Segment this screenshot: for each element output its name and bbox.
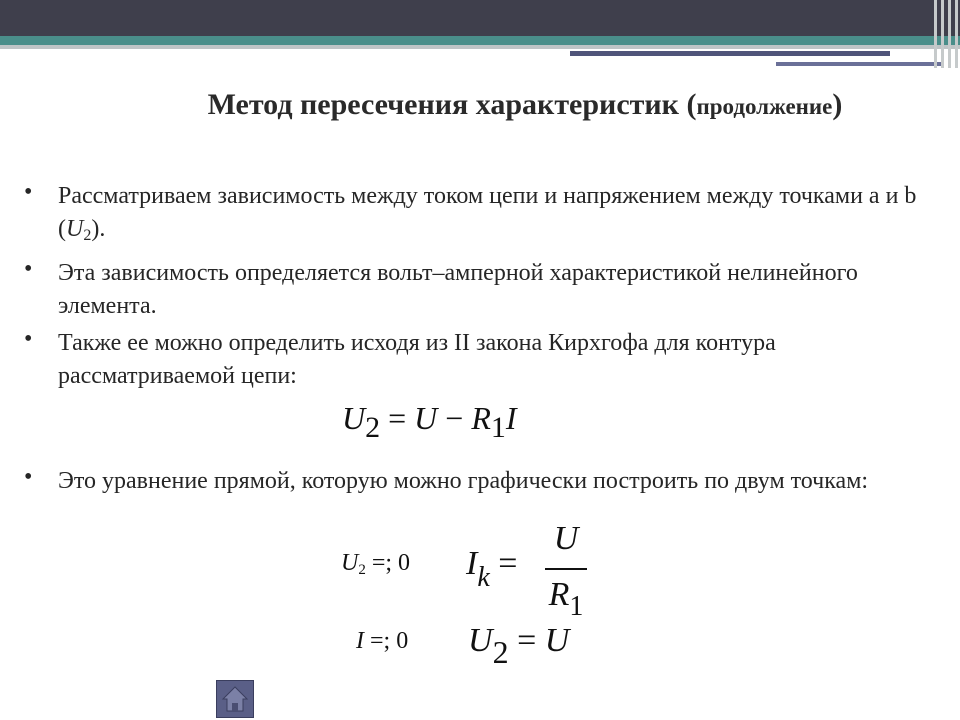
ik-fraction-denominator [545, 576, 587, 623]
bullet-2-text: Эта зависимость определяется вольт–амперной характеристикой нелинейного элемента. [58, 260, 858, 319]
u2u-rhs: U [544, 622, 570, 659]
cond-u2-sub: 2 [358, 562, 366, 578]
bullet-item-2 [58, 257, 938, 323]
ik-eq: = [489, 545, 518, 582]
kirchhoff-formula [342, 400, 517, 445]
formula-u-var: U [414, 400, 438, 436]
bullet-4-text: Это уравнение прямой, которую можно графически построить по двум точкам: [58, 468, 869, 494]
cond-u2-rest: =; 0 [365, 550, 411, 576]
ik-den-sub: 1 [569, 591, 584, 622]
ik-var: I [466, 545, 478, 582]
u2u-sub: 2 [492, 634, 509, 670]
home-button[interactable] [216, 680, 254, 718]
cond-i-rest: =; 0 [364, 628, 409, 654]
header-divider [0, 45, 960, 49]
home-icon [217, 681, 253, 717]
formula-r-var: R [471, 400, 491, 436]
header-decor-bar [570, 51, 890, 56]
formula-u2-var: U [342, 400, 366, 436]
bullet-1-text: Рассматриваем зависимость между током цепи и напряжением между точками a и b ( [58, 183, 917, 242]
condition-i-zero [356, 628, 408, 655]
formula-i-var: I [505, 400, 517, 436]
u2u-var: U [468, 622, 493, 659]
bullet-1-text-end: ). [91, 216, 106, 242]
ik-den-var: R [548, 576, 570, 613]
cond-u2-var: U [341, 550, 359, 576]
formula-r-sub: 1 [490, 411, 506, 444]
slide-title [0, 88, 960, 122]
bullet-item-4 [58, 465, 938, 498]
header-bar [0, 0, 960, 36]
fraction-bar [545, 568, 587, 570]
bullet-1-var: U [66, 216, 84, 242]
open-circuit-voltage-formula [468, 622, 569, 671]
ik-fraction-numerator: U [553, 520, 579, 557]
header-accent-band [0, 36, 960, 45]
condition-u2-zero [341, 550, 410, 579]
u2u-eq: = [508, 622, 545, 659]
formula-eq: = [380, 400, 415, 436]
formula-u2-sub: 2 [365, 411, 381, 444]
formula-minus: − [437, 400, 472, 436]
header-decor-bar-small [776, 62, 942, 66]
ik-fraction [545, 520, 587, 623]
slide-title-subtitle: продолжение [696, 94, 833, 119]
bullet-3-text: Также ее можно определить исходя из II закона Кирхгофа для контура рассматриваемой цепи: [58, 330, 776, 389]
slide-title-main: Метод пересечения характеристик ( [207, 88, 697, 121]
short-circuit-current-formula [466, 545, 517, 594]
bullet-item-1 [58, 180, 938, 252]
slide-title-close: ) [832, 88, 843, 121]
cond-i-var: I [356, 628, 364, 654]
corner-stripes [930, 0, 960, 68]
bullet-1-sub: 2 [83, 227, 92, 244]
bullet-item-3 [58, 327, 938, 393]
ik-sub: k [477, 562, 490, 593]
